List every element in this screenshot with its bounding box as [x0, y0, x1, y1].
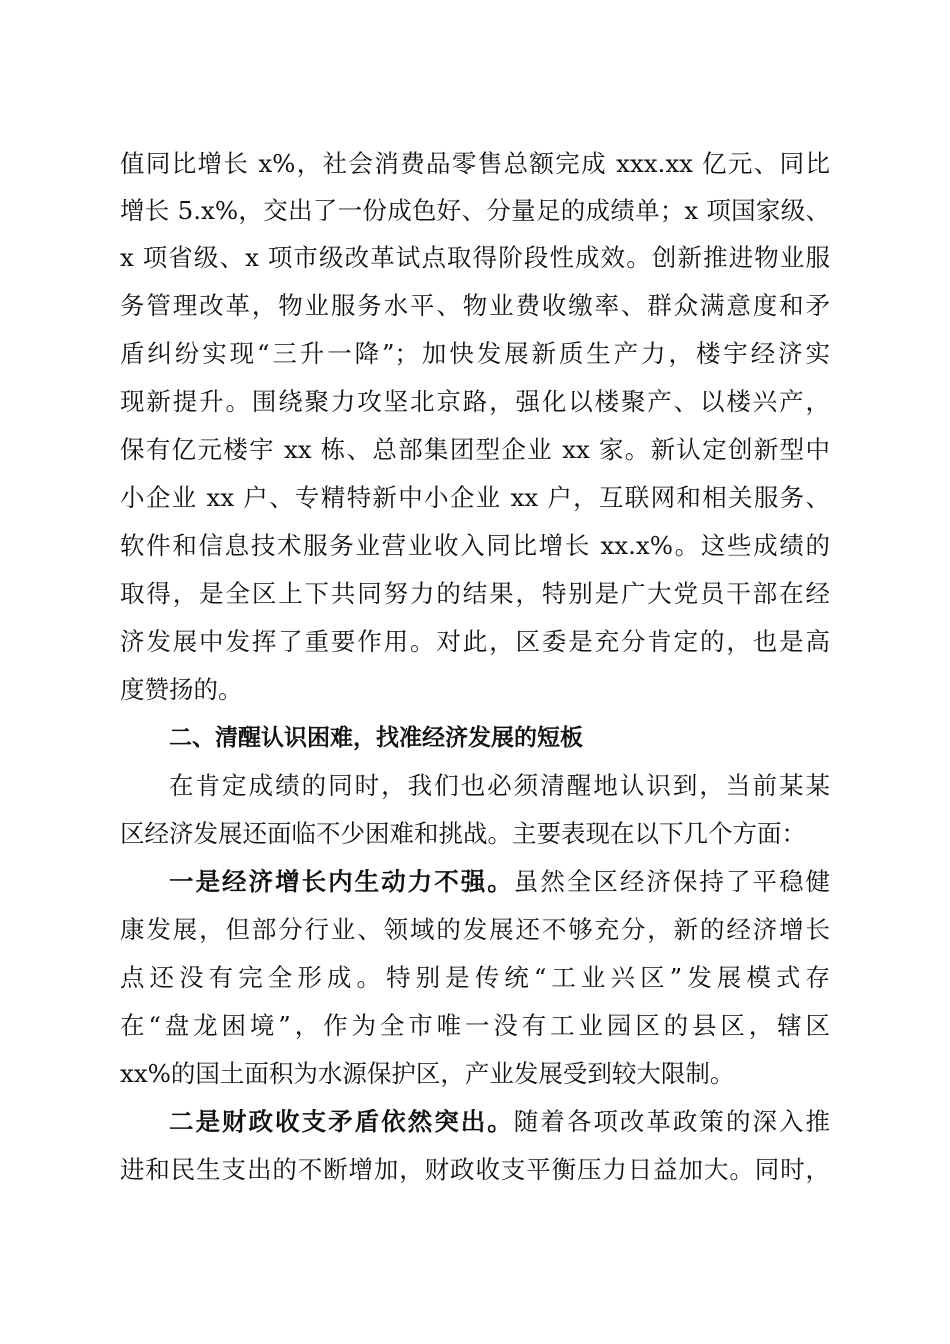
paragraph-line: 现新提升。围绕聚力攻坚北京路，强化以楼聚产、以楼兴产，	[120, 387, 830, 416]
paragraph-lead: 一是经济增长内生动力不强。	[169, 867, 514, 896]
paragraph-line: 区经济发展还面临不少困难和挑战。主要表现在以下几个方面：	[120, 819, 806, 848]
paragraph-line: 软件和信息技术服务业营业收入同比增长 xx.x%。这些成绩的	[120, 531, 830, 560]
paragraph-line: 盾纠纷实现“三升一降”；加快发展新质生产力，楼宇经济实	[120, 339, 830, 368]
paragraph-line: 值同比增长 x%，社会消费品零售总额完成 xxx.xx 亿元、同比	[120, 149, 830, 178]
paragraph-line: 务管理改革，物业服务水平、物业费收缴率、群众满意度和矛	[120, 291, 830, 320]
paragraph-line: 增长 5.x%，交出了一份成色好、分量足的成绩单；x 项国家级、	[120, 196, 830, 225]
paragraph-line: 点还没有完全形成。特别是传统“工业兴区”发展模式存	[120, 963, 830, 992]
paragraph-lead: 二是财政收支矛盾依然突出。	[169, 1107, 514, 1136]
paragraph-line: 济发展中发挥了重要作用。对此，区委是充分肯定的，也是高	[120, 627, 830, 656]
paragraph-line: 康发展，但部分行业、领域的发展还不够充分，新的经济增长	[120, 915, 830, 944]
paragraph-line: 保有亿元楼宇 xx 栋、总部集团型企业 xx 家。新认定创新型中	[120, 435, 830, 464]
paragraph-first-line	[169, 1098, 830, 1146]
paragraph-line: 在肯定成绩的同时，我们也必须清醒地认识到，当前某某	[169, 771, 830, 800]
paragraph-line: 取得，是全区上下共同努力的结果，特别是广大党员干部在经	[120, 579, 830, 608]
paragraph-line-rest: 随着各项改革政策的深入推	[513, 1107, 831, 1136]
paragraph-line: 度赞扬的。	[120, 675, 243, 704]
paragraph-line: 在“盘龙困境”，作为全市唯一没有工业园区的县区，辖区	[120, 1011, 830, 1040]
paragraph-first-line	[169, 858, 830, 906]
paragraph-line: xx%的国土面积为水源保护区，产业发展受到较大限制。	[120, 1059, 735, 1088]
paragraph-line: 小企业 xx 户、专精特新中小企业 xx 户，互联网和相关服务、	[120, 483, 830, 512]
paragraph-line: 进和民生支出的不断增加，财政收支平衡压力日益加大。同时，	[120, 1155, 830, 1184]
paragraph-line-rest: 虽然全区经济保持了平稳健	[513, 867, 831, 896]
section-heading: 二、清醒认识困难，找准经济发展的短板	[169, 725, 583, 751]
paragraph-line: x 项省级、x 项市级改革试点取得阶段性成效。创新推进物业服	[120, 243, 830, 272]
